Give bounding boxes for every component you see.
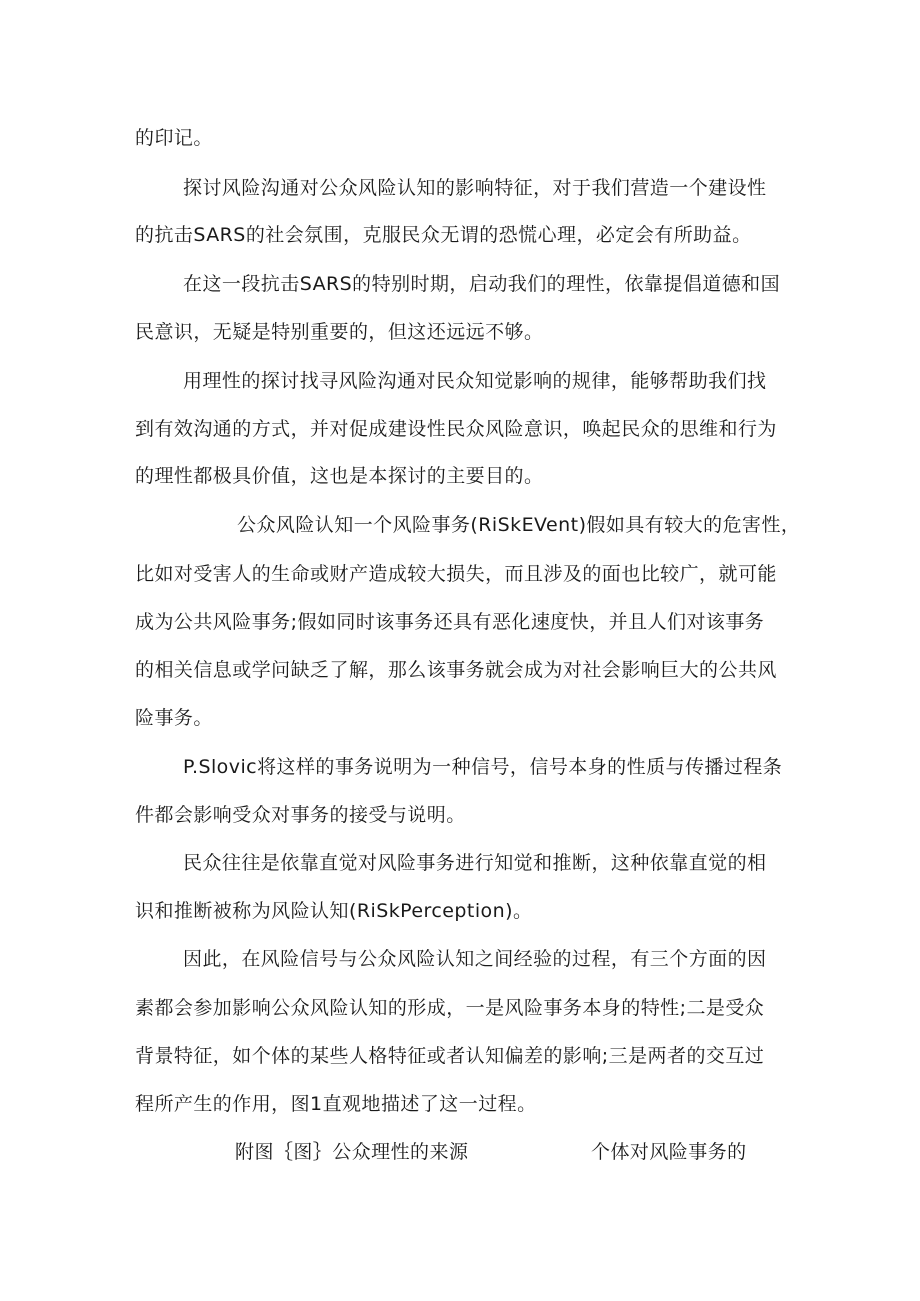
- text-line: P.Slovic将这样的事务说明为一种信号，信号本身的性质与传播过程条: [183, 756, 783, 778]
- text-line: 比如对受害人的生命或财产造成较大损失，而且涉及的面也比较广，就可能: [135, 563, 777, 585]
- text-line: 因此，在风险信号与公众风险认知之间经验的过程，有三个方面的因: [183, 948, 767, 970]
- text-line: 程所产生的作用，图1直观地描述了这一过程。: [135, 1093, 537, 1115]
- text-line: 用理性的探讨找寻风险沟通对民众知觉影响的规律，能够帮助我们找: [183, 370, 767, 392]
- text-line: 成为公共风险事务;假如同时该事务还具有恶化速度快，并且人们对该事务: [135, 611, 765, 633]
- text-line: 素都会参加影响公众风险认知的形成，一是风险事务本身的特性;二是受众: [135, 997, 765, 1019]
- text-line: 在这一段抗击SARS的特别时期，启动我们的理性，依靠提倡道德和国: [183, 273, 781, 295]
- text-line: 的理性都极具价值，这也是本探讨的主要目的。: [135, 465, 544, 487]
- figure-caption-right: 个体对风险事务的: [591, 1141, 747, 1163]
- text-line: 背景特征，如个体的某些人格特征或者认知偏差的影响;三是两者的交互过: [135, 1045, 765, 1067]
- text-line: 民意识，无疑是特别重要的，但这还远远不够。: [135, 321, 544, 343]
- text-line: 民众往往是依靠直觉对风险事务进行知觉和推断，这种依靠直觉的相: [183, 852, 767, 874]
- text-line: 的印记。: [135, 127, 213, 149]
- figure-caption-left: 附图｛图｝公众理性的来源: [235, 1141, 469, 1163]
- text-line: 险事务。: [135, 707, 213, 729]
- text-line: 公众风险认知一个风险事务(RiSkEVent)假如具有较大的危害性，: [237, 514, 801, 536]
- text-line: 探讨风险沟通对公众风险认知的影响特征，对于我们营造一个建设性: [183, 177, 767, 199]
- text-line: 识和推断被称为风险认知(RiSkPerception)。: [135, 900, 533, 922]
- text-line: 的抗击SARS的社会氛围，克服民众无谓的恐慌心理，必定会有所助益。: [135, 224, 752, 246]
- text-line: 件都会影响受众对事务的接受与说明。: [135, 804, 466, 826]
- text-line: 到有效沟通的方式，并对促成建设性民众风险意识，唤起民众的思维和行为: [135, 418, 777, 440]
- text-line: 的相关信息或学问缺乏了解，那么该事务就会成为对社会影响巨大的公共风: [135, 659, 777, 681]
